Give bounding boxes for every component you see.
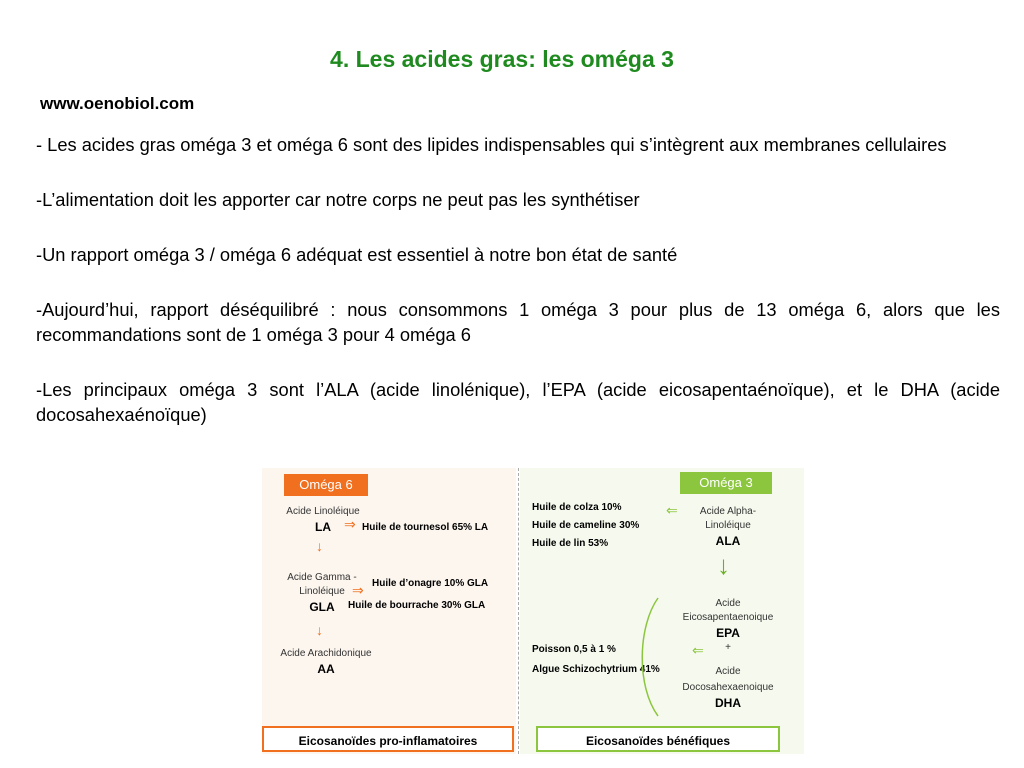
la-source: Huile de tournesol 65% LA <box>362 522 489 533</box>
dha-name-line2: Docosahexaenoique <box>682 682 774 693</box>
bullet-item: - Les acides gras oméga 3 et oméga 6 sont des lipides indispensables qui s’intègrent aux membranes cellulaires <box>36 134 947 155</box>
omega6-footer: Eicosanoïdes pro-inflamatoires <box>262 726 514 752</box>
ala-source: Huile de lin 53% <box>532 538 609 549</box>
arrow-left-icon: ⇐ <box>666 502 678 518</box>
divider <box>518 468 519 754</box>
dha-name-line1: Acide <box>715 666 741 677</box>
arrow-down-icon: ↓ <box>316 622 323 638</box>
omega6-header: Oméga 6 <box>284 474 368 496</box>
arrow-down-icon: ↓ <box>316 538 323 554</box>
ala-source: Huile de cameline 30% <box>532 520 640 531</box>
slide-title: 4. Les acides gras: les oméga 3 <box>330 46 674 72</box>
arrow-down-icon: ↓ <box>717 550 730 580</box>
epa-name-line1: Acide <box>715 598 741 609</box>
omega-diagram <box>262 468 804 754</box>
marine-source: Algue Schizochytrium 41% <box>532 664 660 675</box>
bullet-list <box>36 132 1000 457</box>
ala-abbr: ALA <box>715 534 741 548</box>
bullet-item: -Les principaux oméga 3 sont l’ALA (acide linolénique), l’EPA (acide eicosapentaénoïque), et le DHA (acide docosahexaénoïque) <box>36 379 1000 425</box>
plus-sign: + <box>725 642 731 653</box>
aa-abbr: AA <box>317 662 335 676</box>
bullet-item: -Un rapport oméga 3 / oméga 6 adéquat est essentiel à notre bon état de santé <box>36 244 678 265</box>
ala-name-line1: Acide Alpha- <box>699 506 757 517</box>
curved-arrow-icon <box>632 596 662 718</box>
ala-source: Huile de colza 10% <box>532 502 622 513</box>
gla-name-line2: Linoléique <box>299 586 345 597</box>
ala-name-line2: Linoléique <box>705 520 751 531</box>
arrow-right-icon: ⇒ <box>344 516 356 532</box>
marine-source: Poisson 0,5 à 1 % <box>532 644 616 655</box>
website-label: www.oenobiol.com <box>40 94 195 113</box>
gla-abbr: GLA <box>309 600 335 614</box>
bullet-item: -Aujourd’hui, rapport déséquilibré : nous consommons 1 oméga 3 pour plus de 13 oméga 6, alors que les recommandations sont de 1 oméga 3 pour 4 oméga 6 <box>36 299 1000 345</box>
omega3-header: Oméga 3 <box>680 472 772 494</box>
gla-source-1: Huile d’onagre 10% GLA <box>372 578 489 589</box>
omega3-footer: Eicosanoïdes bénéfiques <box>536 726 780 752</box>
dha-abbr: DHA <box>715 696 741 710</box>
arrow-right-icon: ⇒ <box>352 582 364 598</box>
la-abbr: LA <box>315 520 331 534</box>
epa-name-line2: Eicosapentaenoique <box>682 612 774 623</box>
bullet-item: -L’alimentation doit les apporter car notre corps ne peut pas les synthétiser <box>36 189 640 210</box>
epa-abbr: EPA <box>716 626 740 640</box>
gla-source-2: Huile de bourrache 30% GLA <box>348 600 486 611</box>
gla-name-line1: Acide Gamma - <box>287 572 357 583</box>
arrow-left-icon: ⇐ <box>692 642 704 658</box>
la-name: Acide Linoléique <box>286 506 360 517</box>
aa-name: Acide Arachidonique <box>280 648 372 659</box>
